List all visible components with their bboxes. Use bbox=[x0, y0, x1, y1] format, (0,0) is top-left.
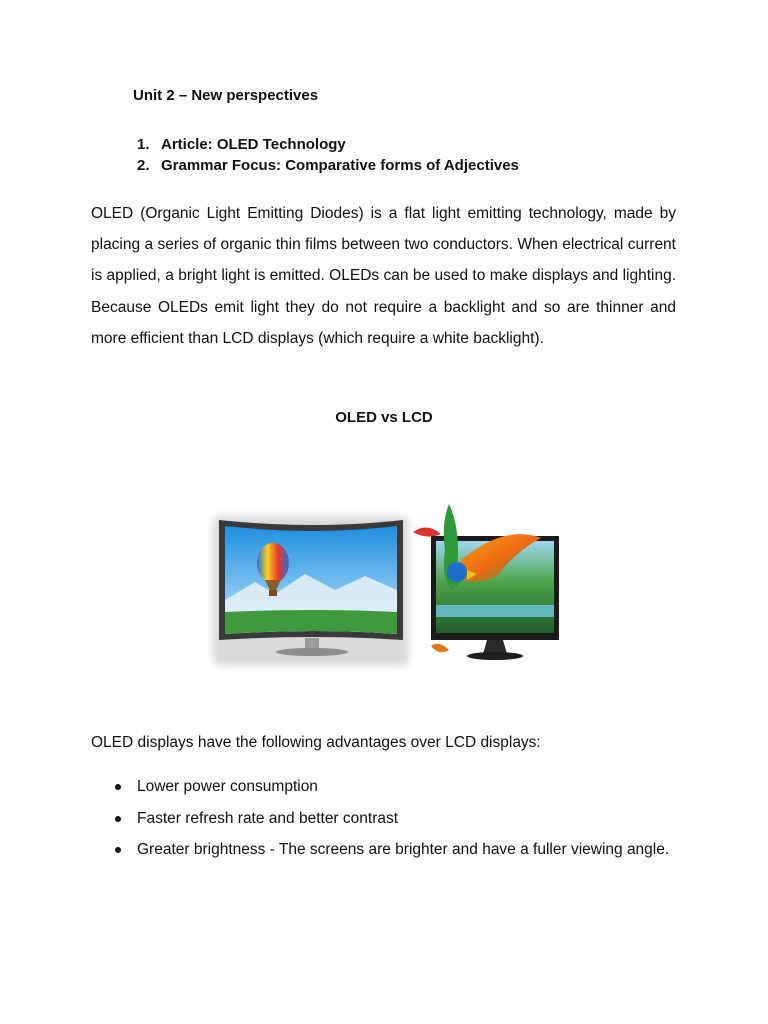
oled-vs-lcd-illustration bbox=[205, 490, 565, 680]
topic-label: Grammar Focus: Comparative forms of Adjectives bbox=[161, 157, 519, 174]
comparison-title: OLED vs LCD bbox=[335, 409, 433, 426]
topic-item bbox=[137, 155, 519, 176]
topic-item bbox=[137, 134, 519, 155]
oled-tv-image bbox=[213, 516, 409, 666]
list-item bbox=[91, 803, 676, 835]
lcd-monitor-image bbox=[413, 504, 559, 660]
advantage-text: Lower power consumption bbox=[137, 778, 318, 795]
advantages-list bbox=[91, 771, 676, 866]
bullet-icon bbox=[115, 784, 121, 790]
intro-paragraph: OLED (Organic Light Emitting Diodes) is a flat light emitting technology, made by placing a series of organic thin films between two conductors. When electrical current is applied, a bright light is emitted. OLEDs can be used to make displays and lighting. Because OLEDs emit light they do not require a backlight and so are thinner and more efficient than LCD displays (which require a white backlight). bbox=[91, 205, 676, 347]
advantages-intro: OLED displays have the following advantages over LCD displays: bbox=[91, 734, 541, 751]
list-item bbox=[91, 771, 676, 803]
list-item bbox=[91, 834, 676, 866]
advantage-text: Greater brightness - The screens are brighter and have a fuller viewing angle. bbox=[137, 841, 670, 858]
topic-number: 2. bbox=[137, 157, 150, 174]
bullet-icon bbox=[115, 847, 121, 853]
bullet-icon bbox=[115, 816, 121, 822]
topic-number: 1. bbox=[137, 136, 150, 153]
unit-heading: Unit 2 – New perspectives bbox=[133, 87, 319, 104]
topic-list bbox=[137, 134, 519, 176]
topic-label: Article: OLED Technology bbox=[161, 136, 346, 153]
advantage-text: Faster refresh rate and better contrast bbox=[137, 809, 399, 827]
